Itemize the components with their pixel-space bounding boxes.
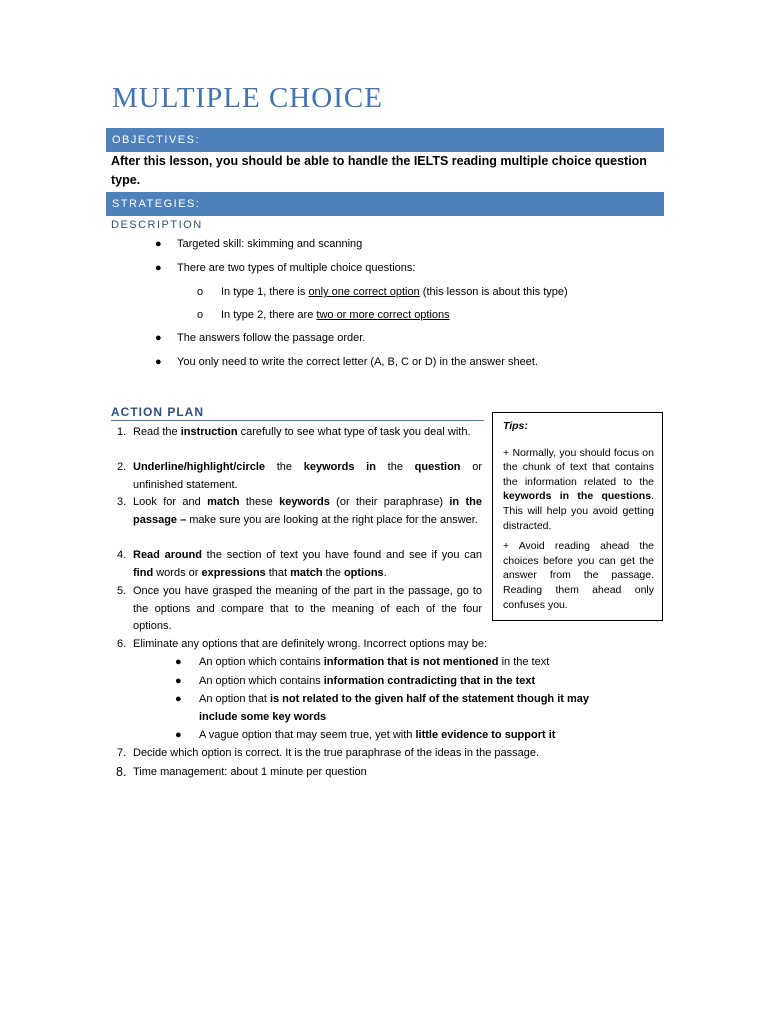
incorrect-option-4: ● A vague option that may seem true, yet with little evidence to support it: [199, 727, 619, 745]
action-step-2: 2. Underline/highlight/circle the keywords in the question or unfinished statement.: [117, 461, 483, 491]
description-heading: DESCRIPTION: [111, 219, 203, 231]
description-sub-bullet-1: o In type 1, there is only one correct option (this lesson is about this type): [197, 286, 568, 298]
description-bullet-1: ● Targeted skill: skimming and scanning: [155, 238, 363, 250]
description-sub-bullet-2: o In type 2, there are two or more correct options: [197, 309, 450, 321]
circle-bullet-icon: o: [197, 309, 204, 321]
description-bullet-4: ● You only need to write the correct letter (A, B, C or D) in the answer sheet.: [155, 356, 538, 368]
incorrect-option-1: ● An option which contains information that is not mentioned in the text: [199, 654, 619, 672]
page-title: MULTIPLE CHOICE: [112, 82, 383, 114]
bullet-icon: ●: [155, 238, 162, 250]
action-step-1: 1. Read the instruction carefully to see what type of task you deal with.: [117, 426, 471, 438]
incorrect-option-3: ● An option that is not related to the given half of the statement though it may include some key words: [175, 693, 589, 723]
bullet-icon: ●: [155, 332, 162, 344]
incorrect-option-2: ● An option which contains information contradicting that in the text: [199, 673, 619, 691]
description-bullet-2: ● There are two types of multiple choice questions:: [155, 262, 416, 274]
circle-bullet-icon: o: [197, 286, 204, 298]
objective-text: After this lesson, you should be able to handle the IELTS reading multiple choice question type.: [111, 154, 647, 187]
tip-2: + Avoid reading ahead the choices before you can get the answer from the passage. Reading them ahead only confuses you.: [503, 540, 654, 611]
action-step-7: 7. Decide which option is correct. It is the true paraphrase of the ideas in the passage.: [117, 747, 540, 759]
bullet-icon: ●: [155, 356, 162, 368]
strategies-heading: STRATEGIES:: [106, 192, 664, 216]
action-plan-heading: ACTION PLAN: [111, 405, 484, 421]
tips-heading: Tips:: [503, 420, 528, 432]
objectives-heading: OBJECTIVES:: [106, 128, 664, 152]
action-step-3: 3. Look for and match these keywords (or their paraphrase) in the passage – make sure you are looking at the right place for the answer.: [117, 496, 482, 526]
bullet-icon: ●: [175, 693, 182, 705]
bullet-icon: ●: [155, 262, 162, 274]
bullet-icon: ●: [175, 675, 182, 687]
bullet-icon: ●: [175, 656, 182, 668]
action-step-8: 8. Time management: about 1 minute per question: [116, 765, 367, 779]
bullet-icon: ●: [175, 729, 182, 741]
action-step-6: 6. Eliminate any options that are definitely wrong. Incorrect options may be:: [117, 638, 488, 650]
tip-1: + Normally, you should focus on the chunk of text that contains the information related to the keywords in the questions. This will help you avoid getting distracted.: [503, 446, 654, 532]
description-bullet-3: ● The answers follow the passage order.: [155, 332, 366, 344]
action-step-5: 5. Once you have grasped the meaning of the part in the passage, go to the options and compare that to the meaning of each of the four options.: [117, 585, 482, 633]
tips-box: [492, 412, 663, 621]
action-step-4: 4. Read around the section of text you have found and see if you can find words or expressions that match the options.: [117, 549, 482, 579]
